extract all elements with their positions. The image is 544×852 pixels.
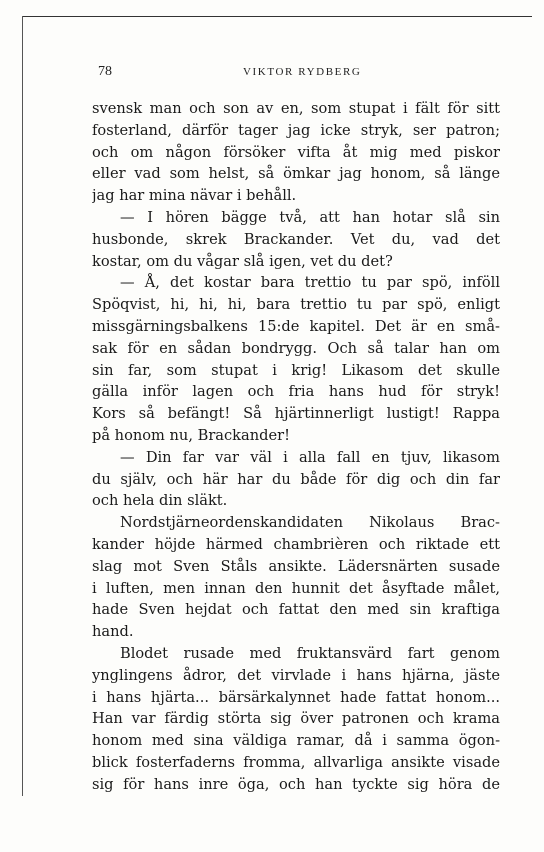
text-line: hade Sven hejdat och fattat den med sin kraftiga bbox=[92, 601, 500, 619]
text-line: slag mot Sven Ståls ansikte. Lädersnärten susade bbox=[92, 557, 500, 575]
text-line: sin far, som stupat i krig! Likasom det skulle bbox=[92, 361, 500, 379]
page-top-edge bbox=[22, 16, 532, 17]
text-line: honom med sina väldiga ramar, då i samma ögon- bbox=[92, 732, 500, 750]
page-left-edge bbox=[22, 16, 23, 796]
text-line: och hela din släkt. bbox=[92, 492, 228, 510]
text-line: på honom nu, Brackander! bbox=[92, 426, 290, 444]
text-line: och om någon försöker vifta åt mig med piskor bbox=[92, 143, 500, 161]
text-line: i hans hjärta... bärsärkalynnet hade fattat honom... bbox=[92, 688, 500, 706]
text-line: Kors så befängt! Så hjärtinnerligt lustigt! Rappa bbox=[92, 405, 500, 423]
text-line: Nordstjärneordenskandidaten Nikolaus Brac- bbox=[120, 514, 500, 532]
text-line: Blodet rusade med fruktansvärd fart genom bbox=[120, 644, 500, 662]
text-line: sak för en sådan bondrygg. Och så talar han om bbox=[92, 339, 500, 357]
text-line: du själv, och här har du både för dig och din far bbox=[92, 470, 500, 488]
text-line: kostar, om du vågar slå igen, vet du det? bbox=[92, 252, 393, 270]
text-line: blick fosterfaderns fromma, allvarliga ansikte visade bbox=[92, 753, 500, 771]
running-head: VIKTOR RYDBERG bbox=[243, 66, 362, 78]
text-line: — Din far var väl i alla fall en tjuv, likasom bbox=[120, 448, 500, 466]
text-line: gälla inför lagen och fria hans hud för stryk! bbox=[92, 383, 500, 401]
body-text bbox=[92, 98, 500, 796]
text-line: Spöqvist, hi, hi, hi, bara trettio tu par spö, enligt bbox=[92, 296, 500, 314]
text-line: sig för hans inre öga, och han tyckte sig höra de bbox=[92, 775, 500, 793]
text-line: Han var färdig störta sig över patronen och krama bbox=[92, 710, 500, 728]
text-line: ynglingens ådror, det virvlade i hans hjärna, jäste bbox=[92, 666, 500, 684]
text-line: i luften, men innan den hunnit det åsyftade målet, bbox=[92, 579, 500, 597]
page-number: 78 bbox=[98, 64, 112, 79]
text-line: jag har mina nävar i behåll. bbox=[92, 187, 297, 205]
text-line: kander höjde härmed chambrièren och riktade ett bbox=[92, 535, 500, 553]
text-line: missgärningsbalkens 15:de kapitel. Det är en små- bbox=[92, 317, 500, 335]
text-line: fosterland, därför tager jag icke stryk, ser patron; bbox=[92, 121, 500, 139]
text-line: svensk man och son av en, som stupat i fält för sitt bbox=[92, 100, 500, 117]
text-line: — Å, det kostar bara trettio tu par spö, inföll bbox=[120, 274, 500, 292]
text-line: husbonde, skrek Brackander. Vet du, vad det bbox=[92, 230, 500, 248]
text-line: — I hören bägge två, att han hotar slå sin bbox=[120, 208, 500, 226]
text-line: hand. bbox=[92, 623, 134, 641]
text-line: eller vad som helst, så ömkar jag honom, så länge bbox=[92, 165, 500, 183]
page-header bbox=[98, 64, 498, 84]
